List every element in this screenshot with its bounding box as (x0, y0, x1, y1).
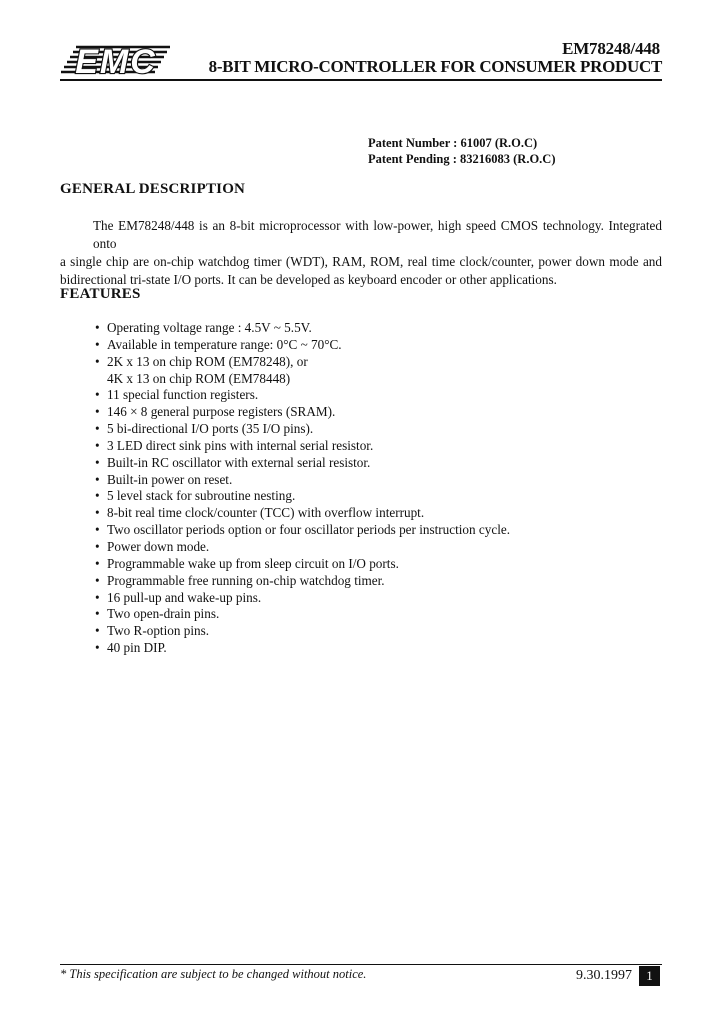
bullet-icon: • (95, 522, 100, 538)
feature-text: 16 pull-up and wake-up pins. (107, 589, 262, 605)
feature-text: Power down mode. (107, 538, 210, 554)
bullet-icon: • (95, 454, 100, 470)
feature-item (95, 455, 510, 472)
bullet-icon: • (95, 572, 100, 588)
feature-text: 5 bi-directional I/O ports (35 I/O pins). (107, 421, 314, 437)
feature-item (95, 522, 510, 539)
bullet-icon: • (95, 488, 100, 504)
feature-item (95, 371, 510, 388)
feature-text: Available in temperature range: 0°C ~ 70°C. (107, 336, 342, 352)
patent-pending: Patent Pending : 83216083 (R.O.C) (368, 152, 556, 166)
feature-item (95, 387, 510, 404)
bullet-icon: • (95, 589, 100, 605)
bullet-icon: • (95, 538, 100, 554)
general-description-heading: GENERAL DESCRIPTION (60, 181, 246, 197)
feature-text: 8-bit real time clock/counter (TCC) with overflow interrupt. (107, 505, 425, 521)
feature-item (95, 421, 510, 438)
general-description-text (60, 217, 662, 289)
patent-number: Patent Number : 61007 (R.O.C) (368, 136, 538, 150)
feature-item (95, 404, 510, 421)
feature-item (95, 488, 510, 505)
description-line-1: The EM78248/448 is an 8-bit microprocessor with low-power, high speed CMOS technology. Integrated onto (93, 218, 662, 251)
feature-text: Built-in power on reset. (107, 471, 233, 487)
document-date: 9.30.1997 (576, 968, 632, 983)
feature-item (95, 505, 510, 522)
feature-item (95, 354, 510, 371)
description-continuation: a single chip are on-chip watchdog timer (WDT), RAM, ROM, real time clock/counter, power down mode and bidirectional tri-state I/O ports. It can be developed as keyboard encoder or other applications. (60, 254, 662, 287)
feature-text: 11 special function registers. (107, 387, 259, 403)
feature-item (95, 438, 510, 455)
bullet-icon: • (95, 640, 100, 656)
feature-item (95, 590, 510, 607)
feature-text: Operating voltage range : 4.5V ~ 5.5V. (107, 320, 312, 335)
bullet-icon: • (95, 353, 100, 369)
feature-text: 3 LED direct sink pins with internal serial resistor. (107, 437, 374, 453)
bullet-icon: • (95, 555, 100, 571)
feature-item (95, 337, 510, 354)
footnote: * This specification are subject to be changed without notice. (60, 967, 367, 981)
bullet-icon: • (95, 471, 100, 487)
bullet-icon: • (95, 404, 100, 420)
feature-item (95, 539, 510, 556)
feature-text: Two open-drain pins. (107, 606, 220, 622)
footer-divider (60, 964, 662, 965)
feature-text: 146 × 8 general purpose registers (SRAM). (107, 404, 336, 420)
bullet-icon: • (95, 336, 100, 352)
feature-text: Programmable wake up from sleep circuit on I/O ports. (107, 555, 399, 571)
feature-text: Two oscillator periods option or four oscillator periods per instruction cycle. (107, 522, 511, 538)
features-list (95, 320, 510, 657)
bullet-icon: • (95, 437, 100, 453)
bullet-icon: • (95, 421, 100, 437)
feature-text: Two R-option pins. (107, 623, 210, 639)
feature-item (95, 606, 510, 623)
feature-item (95, 320, 510, 337)
features-heading: FEATURES (60, 286, 141, 302)
part-number: EM78248/448 (562, 39, 660, 58)
bullet-icon: • (95, 387, 100, 403)
feature-item (95, 623, 510, 640)
emc-logo (58, 40, 174, 78)
bullet-icon: • (95, 320, 100, 335)
header-divider (60, 79, 662, 81)
bullet-icon: • (95, 505, 100, 521)
feature-text: 40 pin DIP. (107, 640, 167, 656)
feature-item (95, 573, 510, 590)
bullet-icon: • (95, 606, 100, 622)
feature-text: 5 level stack for subroutine nesting. (107, 488, 296, 504)
feature-item (95, 556, 510, 573)
feature-text: Programmable free running on-chip watchdog timer. (107, 572, 385, 588)
feature-item (95, 640, 510, 657)
feature-text: 4K x 13 on chip ROM (EM78448) (107, 370, 291, 386)
bullet-icon: • (95, 623, 100, 639)
feature-text: Built-in RC oscillator with external serial resistor. (107, 454, 371, 470)
logo-text: EMC (75, 43, 157, 78)
product-title: 8-BIT MICRO-CONTROLLER FOR CONSUMER PRODUCT (208, 57, 662, 76)
feature-text: 2K x 13 on chip ROM (EM78248), or (107, 353, 308, 369)
feature-item (95, 472, 510, 489)
page-number: 1 (639, 966, 660, 986)
